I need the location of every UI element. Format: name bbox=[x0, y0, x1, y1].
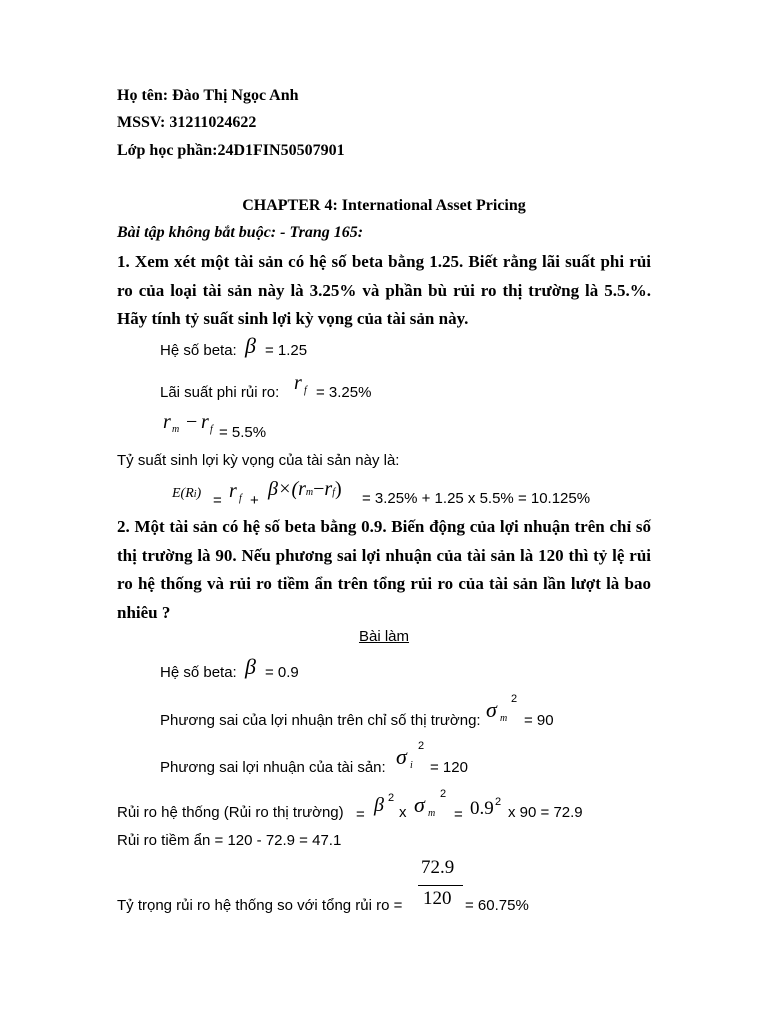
q2-asset-var-value: = 120 bbox=[430, 759, 468, 776]
question-2: 2. Một tài sản có hệ số beta bằng 0.9. Biến động của lợi nhuận trên chỉ số thị trường là 90. Nếu phương sai lợi nhuận của tài sản là 120 thì tỷ lệ rủi ro hệ thống và rủi ro tiềm ẩn trên tổng rủi ro của tài sản lần lượt là bao nhiêu ? bbox=[117, 517, 651, 622]
q1-beta-symbol: β bbox=[245, 333, 256, 358]
q1-beta-label: Hệ số beta: bbox=[160, 342, 237, 359]
q2-frac-den: 120 bbox=[423, 888, 452, 909]
q2-sys-x: x bbox=[399, 804, 407, 821]
solution-heading: Bài làm bbox=[358, 628, 410, 645]
q2-asset-sigma: σ bbox=[396, 744, 407, 769]
q2-ratio-label: Tỷ trọng rủi ro hệ thống so với tổng rủi ro = bbox=[117, 897, 403, 914]
q2-market-sq: 2 bbox=[511, 693, 518, 705]
q1-result-label: Tỷ suất sinh lợi kỳ vọng của tài sản này là: bbox=[117, 452, 400, 469]
class-code: Lớp học phần:24D1FIN50507901 bbox=[117, 142, 345, 159]
q2-sys-sub-m: m bbox=[428, 808, 436, 819]
q2-sys-result: x 90 = 72.9 bbox=[508, 804, 583, 821]
q2-market-var-label: Phương sai của lợi nhuận trên chỉ số thị trường: bbox=[160, 712, 481, 729]
q2-asset-sub-i: i bbox=[410, 760, 413, 771]
question-1: 1. Xem xét một tài sản có hệ số beta bằng 1.25. Biết rằng lãi suất phi rủi ro của loại tài sản này là 3.25% và phần bù rủi ro thị trường là 5.5.%. Hãy tính tỷ suất sinh lợi kỳ vọng của tài sản này. bbox=[117, 252, 651, 328]
q2-sys-val: 0.9 bbox=[470, 798, 494, 819]
student-name: Họ tên: Đào Thị Ngọc Anh bbox=[117, 87, 299, 104]
chapter-title: CHAPTER 4: International Asset Pricing bbox=[242, 197, 526, 214]
q1-rf-value: = 3.25% bbox=[316, 384, 372, 401]
q2-sys-eq2: = bbox=[454, 806, 463, 823]
q2-beta-value: = 0.9 bbox=[265, 664, 299, 681]
q2-sys-risk-label: Rủi ro hệ thống (Rủi ro thị trường) bbox=[117, 804, 344, 821]
q1-premium-minus: − bbox=[186, 411, 198, 433]
q2-asset-var-label: Phương sai lợi nhuận của tài sản: bbox=[160, 759, 386, 776]
q1-formula-lhs: E(Ri) bbox=[172, 486, 202, 501]
q1-formula-rf-sub: f bbox=[239, 493, 242, 504]
q2-frac-line bbox=[418, 885, 463, 886]
q2-sys-sigma: σ bbox=[414, 792, 425, 817]
q2-beta-symbol: β bbox=[245, 654, 256, 679]
q1-formula-result: = 3.25% + 1.25 x 5.5% = 10.125% bbox=[362, 490, 591, 507]
q2-market-sigma: σ bbox=[486, 697, 497, 722]
q1-formula-rf: r bbox=[229, 480, 237, 502]
q2-sys-beta-sq: 2 bbox=[388, 792, 395, 804]
q1-premium-sub-m: m bbox=[172, 424, 180, 435]
q2-sys-eq: = bbox=[356, 806, 365, 823]
q1-premium-value: = 5.5% bbox=[219, 424, 267, 441]
q1-rf-label: Lãi suất phi rủi ro: bbox=[160, 384, 280, 401]
student-id: MSSV: 31211024622 bbox=[117, 114, 257, 131]
q2-frac-num: 72.9 bbox=[421, 857, 455, 878]
q2-sys-beta: β bbox=[374, 794, 384, 816]
q2-idio-line: Rủi ro tiềm ẩn = 120 - 72.9 = 47.1 bbox=[117, 832, 342, 849]
q1-premium-rm: r bbox=[163, 411, 171, 433]
q1-beta-value: = 1.25 bbox=[265, 342, 308, 359]
q1-premium-rf: r bbox=[201, 411, 209, 433]
q2-sys-val-sq: 2 bbox=[495, 796, 502, 808]
q1-rf-sub: f bbox=[304, 385, 307, 396]
q2-sys-sq: 2 bbox=[440, 788, 447, 800]
q1-formula-plus: + bbox=[250, 492, 259, 509]
subtitle: Bài tập không bắt buộc: - Trang 165: bbox=[117, 224, 364, 241]
q2-beta-label: Hệ số beta: bbox=[160, 664, 237, 681]
q1-premium-sub-f: f bbox=[210, 424, 213, 435]
q1-formula-product: β×(rm−rf) bbox=[268, 478, 342, 500]
q2-market-var-value: = 90 bbox=[524, 712, 554, 729]
q1-formula-eq: = bbox=[213, 492, 222, 509]
q2-ratio-result: = 60.75% bbox=[465, 897, 529, 914]
q1-rf-symbol: r bbox=[294, 372, 302, 394]
q2-asset-sq: 2 bbox=[418, 740, 425, 752]
q2-market-sub-m: m bbox=[500, 713, 508, 724]
